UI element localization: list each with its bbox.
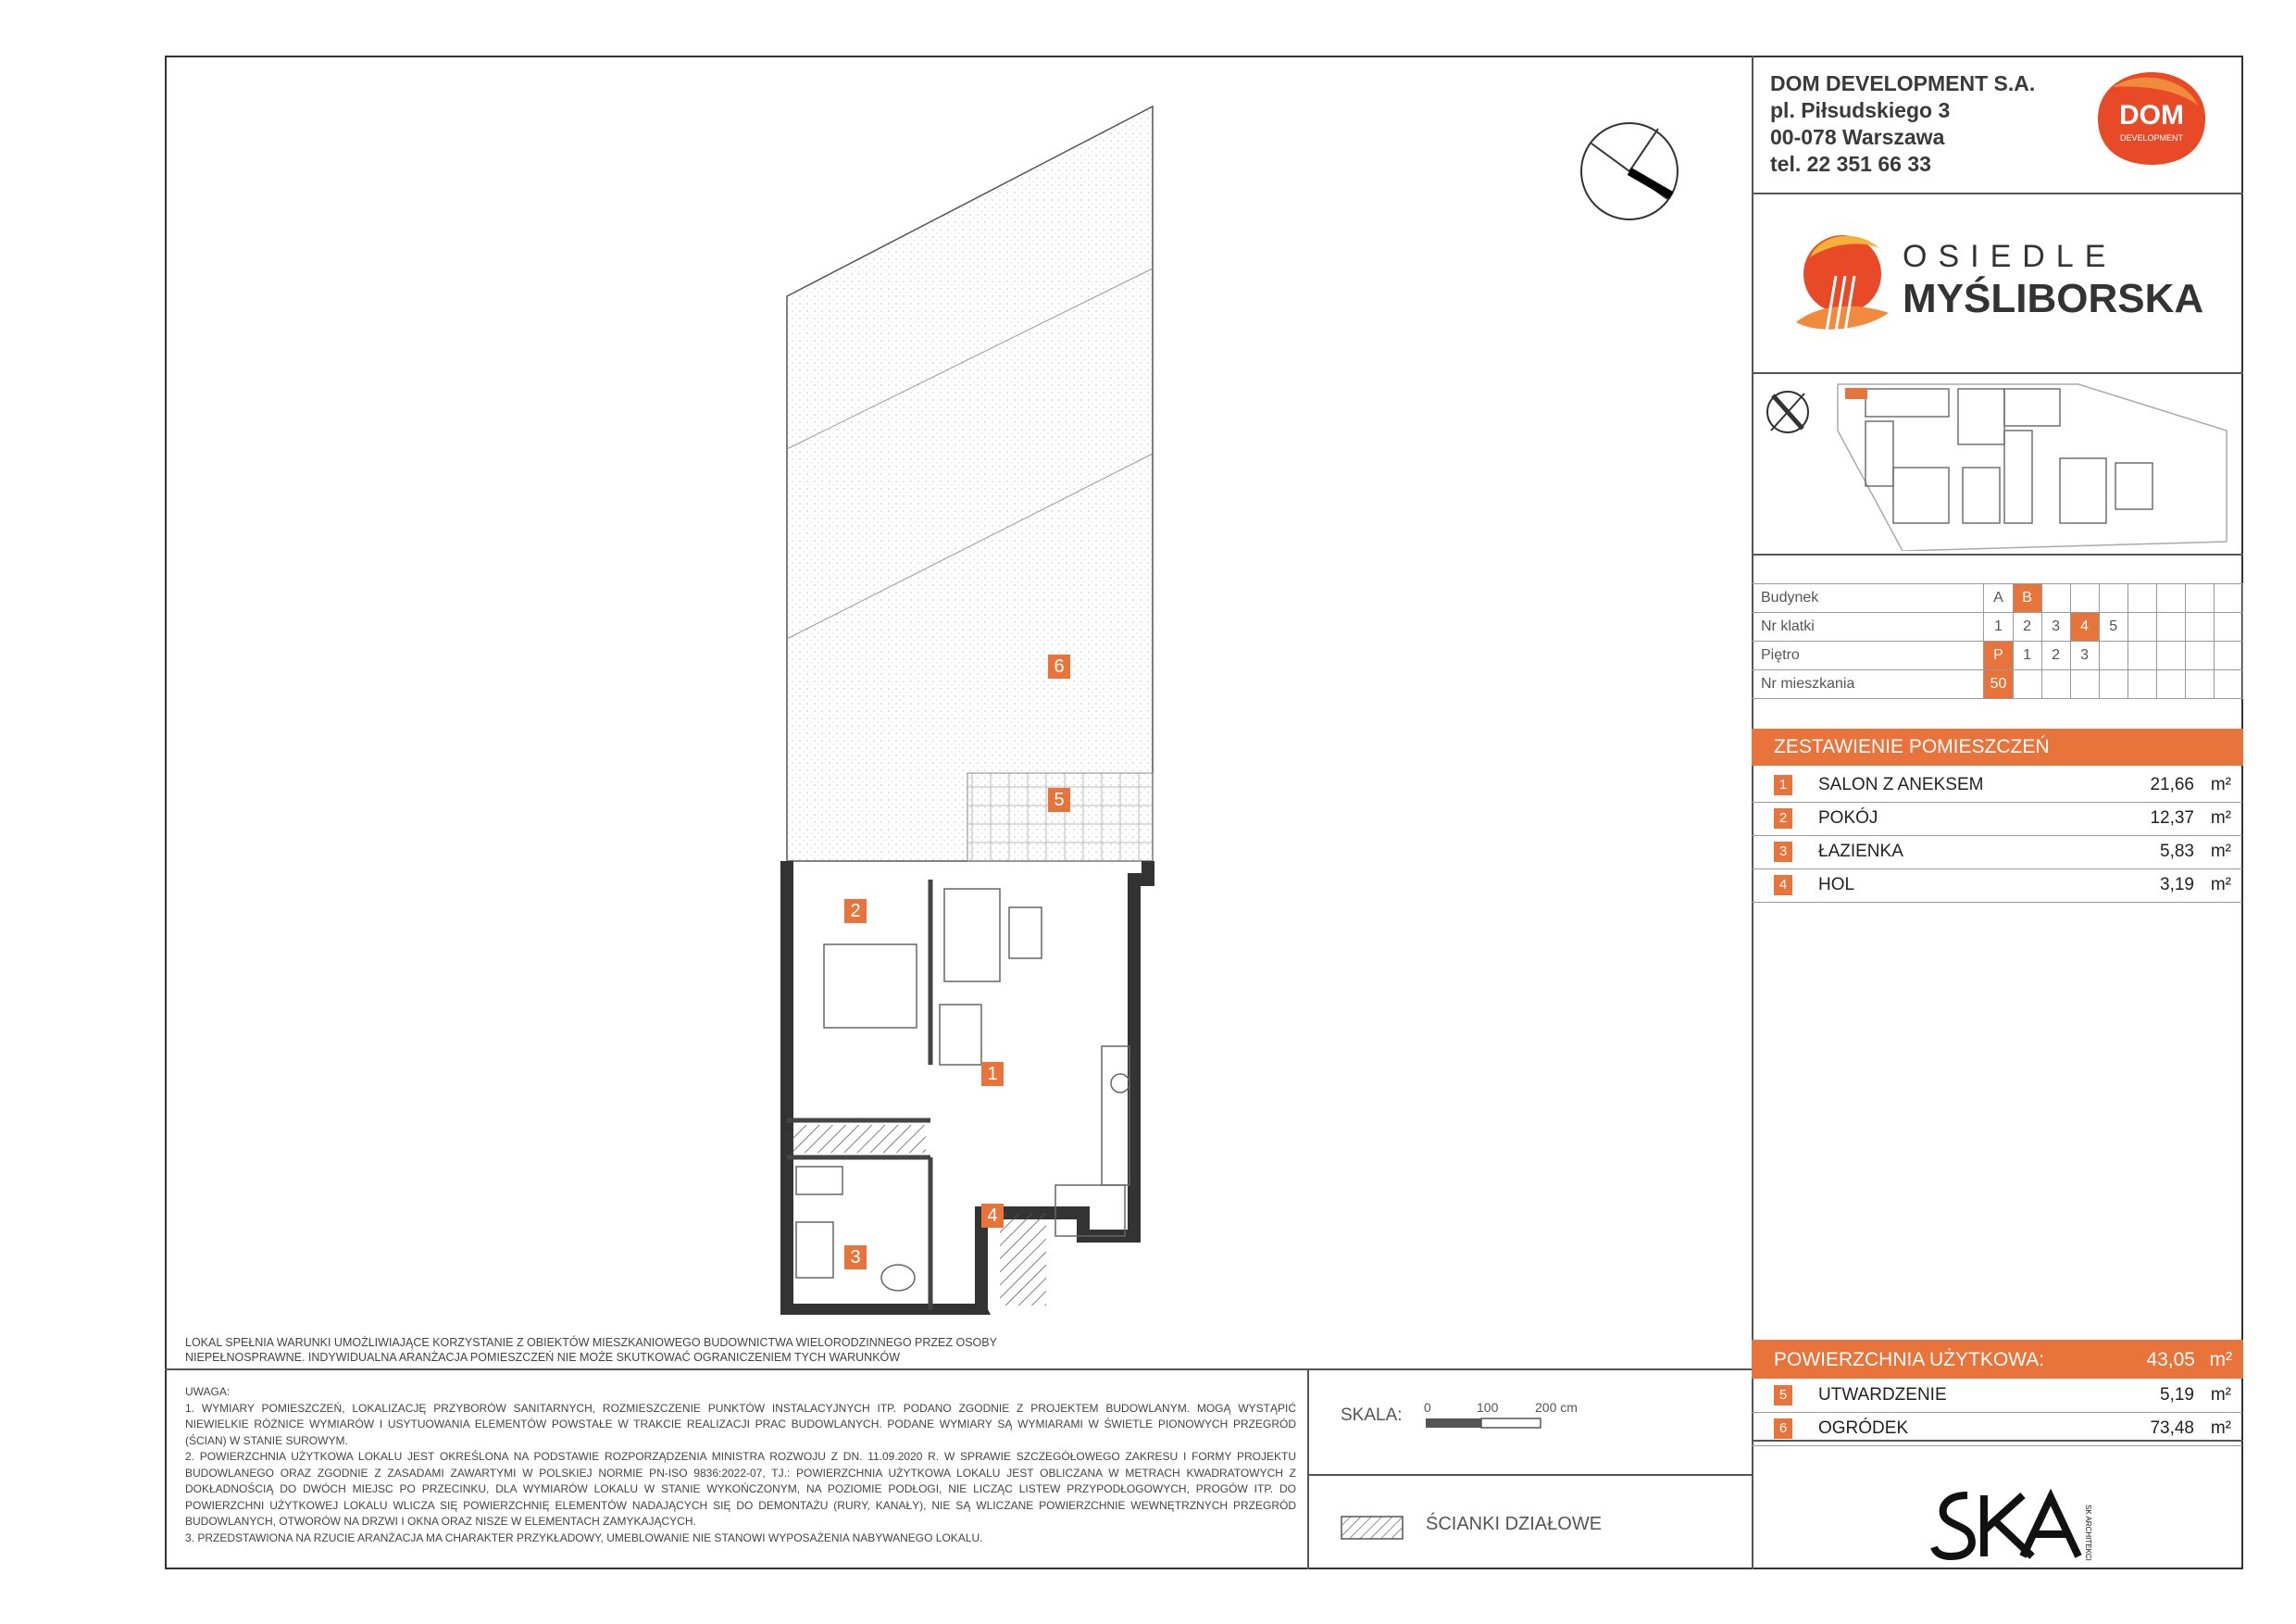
rooms-header-text: ZESTAWIENIE POMIESZCZEŃ bbox=[1774, 736, 2050, 757]
selector-row bbox=[1752, 613, 2243, 642]
total-area-value: 43,05 bbox=[2146, 1349, 2195, 1370]
bottom-sep bbox=[165, 1368, 1753, 1370]
panel-sep-3 bbox=[1752, 554, 2243, 556]
selector-cell[interactable]: B bbox=[2013, 584, 2041, 613]
project-emblem bbox=[1791, 220, 1893, 341]
selector-cell[interactable]: 3 bbox=[2070, 642, 2099, 670]
selector-cell bbox=[2099, 642, 2128, 670]
selector-cell bbox=[2099, 584, 2128, 613]
plan-label-2: 2 bbox=[844, 899, 867, 923]
room-row bbox=[1752, 1379, 2242, 1413]
plan-label-6: 6 bbox=[1048, 655, 1070, 679]
company-phone: tel. 22 351 66 33 bbox=[1770, 152, 1931, 176]
north-arrow-icon bbox=[1578, 116, 1680, 227]
selector-cell[interactable]: P bbox=[1984, 642, 2013, 670]
ska-sub-text: SK ARCHITEKCI bbox=[2084, 1505, 2092, 1561]
partition-legend-label: ŚCIANKI DZIAŁOWE bbox=[1426, 1514, 1603, 1534]
selector-cell bbox=[2099, 670, 2128, 699]
room-number: 5 bbox=[1774, 1385, 1792, 1405]
selector-cell bbox=[2185, 670, 2214, 699]
selector-cell[interactable]: 2 bbox=[2041, 642, 2070, 670]
room-number: 1 bbox=[1774, 775, 1792, 795]
room-unit: m² bbox=[2210, 875, 2231, 894]
room-row bbox=[1752, 1412, 2242, 1446]
unit-selector bbox=[1752, 583, 2243, 699]
room-unit: m² bbox=[2210, 1385, 2231, 1405]
selector-row-label: Nr klatki bbox=[1752, 613, 1984, 642]
room-area: 3,19 bbox=[2160, 875, 2194, 894]
selector-row bbox=[1752, 584, 2243, 613]
selector-cell bbox=[2128, 670, 2156, 699]
panel-sep-1 bbox=[1752, 193, 2243, 194]
room-unit: m² bbox=[2210, 842, 2231, 861]
selector-cell bbox=[2013, 670, 2041, 699]
selector-cell bbox=[2185, 613, 2214, 642]
room-name: SALON Z ANEKSEM bbox=[1818, 775, 1984, 794]
selector-cell bbox=[2128, 584, 2156, 613]
selector-cell[interactable]: 5 bbox=[2099, 613, 2128, 642]
selector-cell bbox=[2041, 584, 2070, 613]
floor-plan bbox=[768, 102, 1157, 1315]
room-number: 3 bbox=[1774, 842, 1792, 862]
room-row bbox=[1752, 868, 2242, 903]
selector-cell[interactable]: 1 bbox=[1984, 613, 2013, 642]
selector-cell bbox=[2185, 584, 2214, 613]
selector-cell bbox=[2214, 642, 2242, 670]
dom-logo-text: DOM bbox=[2119, 100, 2184, 131]
panel-sep-2 bbox=[1752, 372, 2243, 374]
selector-cell bbox=[2156, 613, 2185, 642]
room-row bbox=[1752, 835, 2242, 869]
room-unit: m² bbox=[2210, 1418, 2231, 1438]
room-number: 6 bbox=[1774, 1418, 1792, 1439]
selector-row-label: Budynek bbox=[1752, 584, 1984, 613]
company-info bbox=[1770, 70, 2035, 178]
selector-cell bbox=[2214, 670, 2242, 699]
legend-sep bbox=[1307, 1474, 1753, 1476]
room-unit: m² bbox=[2210, 808, 2231, 828]
selector-cell bbox=[2156, 584, 2185, 613]
room-unit: m² bbox=[2210, 775, 2231, 794]
selector-cell bbox=[2041, 670, 2070, 699]
selector-cell[interactable]: 1 bbox=[2013, 642, 2041, 670]
scale-tick-0: 0 bbox=[1424, 1400, 1431, 1415]
partition-legend-swatch bbox=[1341, 1516, 1404, 1540]
scale-label: SKALA: bbox=[1341, 1405, 1403, 1425]
selector-cell bbox=[2214, 613, 2242, 642]
selector-row bbox=[1752, 670, 2243, 699]
selector-row-label: Piętro bbox=[1752, 642, 1984, 670]
room-number: 4 bbox=[1774, 875, 1792, 895]
note-1: 1. WYMIARY POMIESZCZEŃ, LOKALIZACJĘ PRZYBORÓW SANITARNYCH, ROZMIESZCZENIE PUNKTÓW INSTALACYJNYCH ITP. PODANO ZGODNIE Z PROJEKTEM BUDOWLANYM. MOGĄ WYSTĄPIĆ NIEWIELKIE RÓŻNICE WYMIARÓW I USYTUOWANIA ELEMENTÓW POWSTAŁE W TRAKCIE REALIZACJI PRAC BUDOWLANYCH. PODANE WYMIARY SĄ WYMIARAMI W ŚWIETLE PIONOWYCH PRZEGRÓD (ŚCIAN) W STANIE SUROWYM. bbox=[185, 1401, 1296, 1447]
room-name: HOL bbox=[1818, 875, 1855, 894]
project-line2: MYŚLIBORSKA bbox=[1903, 276, 2204, 321]
room-area: 73,48 bbox=[2150, 1418, 2194, 1438]
selector-cell bbox=[2128, 642, 2156, 670]
plan-label-1: 1 bbox=[981, 1062, 1004, 1086]
scale-bar bbox=[1426, 1417, 1546, 1430]
notes-block bbox=[185, 1384, 1296, 1546]
selector-cell bbox=[2070, 584, 2099, 613]
room-row bbox=[1752, 768, 2242, 803]
selector-row bbox=[1752, 642, 2243, 670]
dom-development-logo bbox=[2094, 69, 2209, 169]
selector-cell bbox=[2214, 584, 2242, 613]
room-area: 5,83 bbox=[2160, 842, 2194, 861]
plan-label-5: 5 bbox=[1048, 788, 1070, 812]
selector-cell[interactable]: 50 bbox=[1984, 670, 2013, 699]
company-city: 00-078 Warszawa bbox=[1770, 125, 1945, 149]
selector-cell bbox=[2156, 642, 2185, 670]
selector-cell bbox=[2185, 642, 2214, 670]
notes-title: UWAGA: bbox=[185, 1385, 231, 1398]
scale-tick-200: 200 cm bbox=[1535, 1400, 1578, 1415]
note-2: 2. POWIERZCHNIA UŻYTKOWA LOKALU JEST OKREŚLONA NA PODSTAWIE ROZPORZĄDZENIA MINISTRA ROZWOJU Z DN. 11.09.2020 R. W SPRAWIE SZCZEGÓŁOWEGO ZAKRESU I FORMY PROJEKTU BUDOWLANEGO ORAZ ZGODNIE Z ZASADAMI ZAWARTYMI W POLSKIEJ NORMIE PN-ISO 9836:2022-07, TJ.: POWIERZCHNIA UŻYTKOWA LOKALU JEST OBLICZANA W METRACH KWADRATOWYCH Z DOKŁADNOŚCIĄ DO DWÓCH MIEJSC PO PRZECINKU, DLA WYMIARÓW LOKALU W STANIE WYKOŃCZONYM, NA POZIOMIE PODŁOGI, NIE LICZĄC LISTEW PRZYPODŁOGOWYCH, PROGÓW ITP. DO POWIERZCHNI UŻYTKOWEJ LOKALU WLICZA SIĘ POWIERZCHNIĘ ELEMENTÓW NADAJĄCYCH SIĘ DO DEMONTAŻU (RURY, KANAŁY), NIE SĄ WLICZANE POWIERZCHNIE WEWNĘTRZNYCH PRZEGRÓD BUDOWLANYCH, OTWORÓW NA DRZWI I OKNA ORAZ NISZE W ELEMENTACH ZAMYKAJĄCYCH. bbox=[185, 1450, 1296, 1528]
dom-logo-sub: DEVELOPMENT bbox=[2119, 133, 2184, 143]
scale-tick-100: 100 bbox=[1477, 1400, 1499, 1415]
plan-label-3: 3 bbox=[844, 1245, 867, 1269]
company-name: DOM DEVELOPMENT S.A. bbox=[1770, 71, 2036, 95]
room-number: 2 bbox=[1774, 808, 1792, 829]
selector-cell[interactable]: A bbox=[1984, 584, 2013, 613]
site-keyplan bbox=[1764, 375, 2240, 551]
rooms-header bbox=[1752, 729, 2243, 766]
room-name: UTWARDZENIE bbox=[1818, 1385, 1947, 1405]
ska-architect-logo bbox=[1930, 1486, 2092, 1565]
project-logo bbox=[1791, 220, 2227, 350]
project-line1: OSIEDLE bbox=[1903, 239, 2117, 274]
room-name: ŁAZIENKA bbox=[1818, 842, 1903, 861]
note-3: 3. PRZEDSTAWIONA NA RZUCIE ARANŻACJA MA CHARAKTER PRZYKŁADOWY, UMEBLOWANIE NIE STANOWI WYPOSAŻENIA NABYWANEGO LOKALU. bbox=[185, 1530, 983, 1544]
selector-cell bbox=[2128, 613, 2156, 642]
selector-cell bbox=[2156, 670, 2185, 699]
accessibility-note: LOKAL SPEŁNIA WARUNKI UMOŻLIWIAJĄCE KORZYSTANIE Z OBIEKTÓW MIESZKANIOWEGO BUDOWNICTWA WIELORODZINNEGO PRZEZ OSOBY NIEPEŁNOSPRAWNE. INDYWIDUALNA ARANŻACJA POMIESZCZEŃ NIE MOŻE SKUTKOWAĆ OGRANICZENIEM TYCH WARUNKÓW bbox=[185, 1336, 997, 1364]
room-row bbox=[1752, 802, 2242, 836]
room-name: POKÓJ bbox=[1818, 808, 1878, 828]
selector-row-label: Nr mieszkania bbox=[1752, 670, 1984, 699]
room-name: OGRÓDEK bbox=[1818, 1418, 1909, 1438]
plan-label-4: 4 bbox=[981, 1204, 1004, 1228]
selector-cell[interactable]: 4 bbox=[2070, 613, 2099, 642]
total-area-unit: m² bbox=[2209, 1349, 2232, 1370]
company-street: pl. Piłsudskiego 3 bbox=[1770, 98, 1951, 122]
total-area-label: POWIERZCHNIA UŻYTKOWA: bbox=[1774, 1349, 2045, 1370]
selector-cell[interactable]: 3 bbox=[2041, 613, 2070, 642]
selector-cell bbox=[2070, 670, 2099, 699]
room-area: 5,19 bbox=[2160, 1385, 2194, 1405]
total-area-bar bbox=[1752, 1340, 2243, 1379]
bottom-divider bbox=[1307, 1368, 1309, 1569]
room-area: 21,66 bbox=[2150, 775, 2194, 794]
selector-cell[interactable]: 2 bbox=[2013, 613, 2041, 642]
room-area: 12,37 bbox=[2150, 808, 2194, 828]
